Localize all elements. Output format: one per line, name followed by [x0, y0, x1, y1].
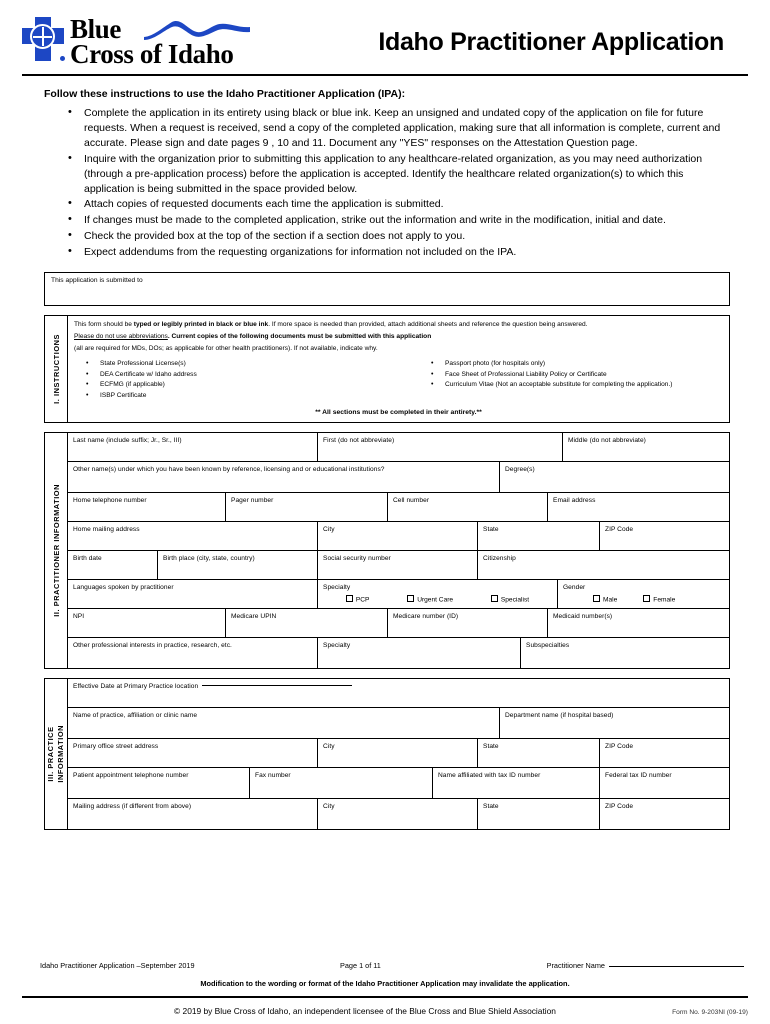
table-row: [68, 739, 729, 768]
section-tab-label: III. PRACTICE INFORMATION: [46, 725, 65, 784]
field-home-state[interactable]: [478, 522, 600, 550]
checkbox-icon[interactable]: [407, 595, 414, 602]
field-birth-date[interactable]: [68, 551, 158, 579]
field-label: City: [323, 526, 335, 534]
list-item: • DEA Certificate w/ Idaho address: [74, 370, 419, 381]
application-submitted-to-field[interactable]: [44, 272, 730, 306]
field-label: NPI: [73, 613, 85, 621]
table-row: [68, 708, 729, 739]
field-label: Patient appointment telephone number: [73, 772, 189, 780]
field-label: Social security number: [323, 555, 391, 563]
field-label: City: [323, 743, 335, 751]
section-practitioner-body: [68, 433, 729, 668]
field-home-mailing-address[interactable]: [68, 522, 318, 550]
checkbox-urgent-care[interactable]: Urgent Care: [407, 595, 453, 604]
table-row: [68, 609, 729, 638]
table-row: [68, 768, 729, 799]
field-office-city[interactable]: [318, 739, 478, 767]
table-row: [68, 433, 729, 462]
list-item: • Inquire with the organization prior to submitting this application to any healthcare-related organization, as you may need authorization (through a pre-application process) before the application is accepted. Identify the healthcare related organization(s) to which this application is being submitted in the space provided below.: [68, 152, 730, 197]
field-office-state[interactable]: [478, 739, 600, 767]
table-row: [68, 551, 729, 580]
field-subspecialties[interactable]: [521, 638, 729, 668]
field-label: Gender: [563, 584, 586, 592]
gender-options: [563, 595, 724, 604]
section-tab-practice: [45, 679, 68, 829]
field-label: Last name (include suffix; Jr., Sr., III): [73, 437, 182, 445]
checkbox-icon[interactable]: [491, 595, 498, 602]
field-label: Name affiliated with tax ID number: [438, 772, 541, 780]
field-patient-appointment-phone[interactable]: [68, 768, 250, 798]
field-languages-spoken[interactable]: [68, 580, 318, 608]
field-home-telephone[interactable]: [68, 493, 226, 521]
instructions-list: [68, 106, 730, 260]
field-label: Medicare UPIN: [231, 613, 277, 621]
section-practice-body: [68, 679, 729, 829]
field-tax-id-name[interactable]: [433, 768, 600, 798]
field-label: Home telephone number: [73, 497, 147, 505]
table-row: [68, 493, 729, 522]
specialty-options: [323, 595, 552, 604]
field-label: Home mailing address: [73, 526, 140, 534]
field-label: First (do not abbreviate): [323, 437, 395, 445]
field-label: Specialty: [323, 642, 351, 650]
field-label: Email address: [553, 497, 596, 505]
footer-form-name: Idaho Practitioner Application –September 2019: [40, 961, 195, 970]
field-birth-place[interactable]: [158, 551, 318, 579]
field-other-professional-interests[interactable]: [68, 638, 318, 668]
page-title: Idaho Practitioner Application: [378, 27, 724, 56]
table-row: [68, 580, 729, 609]
footer-practitioner-name: Practitioner Name: [520, 961, 744, 970]
field-label: City: [323, 803, 335, 811]
section-practitioner-information: [44, 432, 730, 669]
field-medicare-upin[interactable]: [226, 609, 388, 637]
mountain-icon: [142, 19, 252, 41]
checkbox-icon[interactable]: [643, 595, 650, 602]
field-npi[interactable]: [68, 609, 226, 637]
field-mailing-state[interactable]: [478, 799, 600, 829]
field-label: Cell number: [393, 497, 430, 505]
field-label: State: [483, 743, 499, 751]
required-documents: [74, 359, 723, 403]
field-label: Department name (if hospital based): [505, 712, 614, 720]
field-label: Mailing address (if different from above): [73, 803, 192, 811]
table-row: [68, 638, 729, 668]
instructions-paragraph-3: (all are required for MDs, DOs; as applicable for other health practitioners). If not available, indicate why.: [74, 344, 378, 352]
section-tab-instructions: [45, 316, 68, 422]
field-primary-office-address[interactable]: [68, 739, 318, 767]
list-item: • Attach copies of requested documents each time the application is submitted.: [68, 197, 730, 212]
section-tab-label: II. PRACTITIONER INFORMATION: [51, 484, 61, 618]
section-practice-information: [44, 678, 730, 830]
footer-page-number: Page 1 of 11: [340, 961, 381, 970]
field-label: Languages spoken by practitioner: [73, 584, 174, 592]
list-item: • ISBP Certificate: [74, 391, 419, 402]
field-specialty[interactable]: [318, 638, 521, 668]
footer-divider: [22, 996, 748, 998]
field-label: Citizenship: [483, 555, 516, 563]
field-mailing-zip[interactable]: [600, 799, 729, 829]
field-label: Birth place (city, state, country): [163, 555, 255, 563]
field-label: Birth date: [73, 555, 102, 563]
field-label: ZIP Code: [605, 743, 634, 751]
brand-logo: [22, 14, 234, 69]
instructions-paragraph-1: This form should be typed or legibly printed in black or blue ink. If more space is needed than provided, attach additional sheets and reference the question being answered.: [74, 321, 588, 329]
field-label: Effective Date at Primary Practice location: [73, 683, 724, 691]
section-instructions: [44, 315, 730, 423]
field-label: Name of practice, affiliation or clinic name: [73, 712, 198, 720]
field-middle-name[interactable]: [563, 433, 729, 461]
field-label: State: [483, 803, 499, 811]
footer-top-row: [22, 961, 748, 970]
list-item: • Expect addendums from the requesting organizations for information not included on the IPA.: [68, 245, 730, 260]
field-medicaid-number[interactable]: [548, 609, 729, 637]
field-citizenship[interactable]: [478, 551, 729, 579]
field-label: ZIP Code: [605, 803, 634, 811]
checkbox-icon[interactable]: [593, 595, 600, 602]
checkbox-icon[interactable]: [346, 595, 353, 602]
required-documents-left: [74, 359, 419, 403]
field-label: Federal tax ID number: [605, 772, 672, 780]
field-label: State: [483, 526, 499, 534]
field-specialty-type[interactable]: [318, 580, 558, 608]
footer-modification-note: Modification to the wording or format of the Idaho Practitioner Application may invalidate the application.: [200, 979, 570, 988]
field-label: Medicare number (ID): [393, 613, 459, 621]
table-row: [68, 522, 729, 551]
field-last-name[interactable]: [68, 433, 318, 461]
field-department-name[interactable]: [500, 708, 729, 738]
required-documents-right: [419, 359, 723, 403]
section-instructions-body: [68, 316, 729, 422]
checkbox-female[interactable]: Female: [643, 595, 675, 604]
table-row: [68, 799, 729, 829]
field-email[interactable]: [548, 493, 729, 521]
field-label: Other professional interests in practice, research, etc.: [73, 642, 232, 650]
field-label: Primary office street address: [73, 743, 159, 751]
table-row: [68, 462, 729, 493]
submitted-to-label: This application is submitted to: [51, 277, 143, 285]
field-fax-number[interactable]: [250, 768, 433, 798]
field-home-city[interactable]: [318, 522, 478, 550]
list-item: • Check the provided box at the top of the section if a section does not apply to you.: [68, 229, 730, 244]
field-mailing-address[interactable]: [68, 799, 318, 829]
field-other-names[interactable]: [68, 462, 500, 492]
field-degrees[interactable]: [500, 462, 729, 492]
field-home-zip[interactable]: [600, 522, 729, 550]
list-item: • Face Sheet of Professional Liability Policy or Certificate: [419, 370, 723, 381]
field-mailing-city[interactable]: [318, 799, 478, 829]
section-tab-label: I. INSTRUCTIONS: [51, 334, 61, 405]
write-in-line[interactable]: [609, 966, 744, 967]
all-sections-note: ** All sections must be completed in their antirety.**: [315, 409, 482, 417]
footer-copyright: © 2019 by Blue Cross of Idaho, an independent licensee of the Blue Cross and Blue Shield Association: [174, 1006, 556, 1016]
checkbox-pcp[interactable]: PCP: [346, 595, 370, 604]
field-federal-tax-id[interactable]: [600, 768, 729, 798]
field-pager[interactable]: [226, 493, 388, 521]
brand-line-1: Blue: [70, 14, 121, 45]
instructions-paragraph-2: Please do not use abbreviations. Current copies of the following documents must be submitted with this application: [74, 332, 432, 340]
field-label: Subspecialties: [526, 642, 570, 650]
footer-bottom-row: [22, 1006, 748, 1016]
field-label: Medicaid number(s): [553, 613, 613, 621]
table-row: [68, 679, 729, 708]
field-gender[interactable]: [558, 580, 729, 608]
field-first-name[interactable]: [318, 433, 563, 461]
field-practice-name[interactable]: [68, 708, 500, 738]
field-label: Fax number: [255, 772, 291, 780]
footer-form-number: Form No. 9-203NI (09-19): [672, 1009, 748, 1016]
list-item: • Complete the application in its entirety using black or blue ink. Keep an unsigned and undated copy of the application on file for future requests. When a request is received, send a copy of the completed application, making sure that all information is complete, current and accurate. Please sign and date pages 9 , 10 and 11. Document any "YES" responses on the Attestation Question page.: [68, 106, 730, 151]
checkbox-male[interactable]: Male: [593, 595, 617, 604]
write-in-line[interactable]: [202, 685, 352, 686]
field-medicare-number[interactable]: [388, 609, 548, 637]
blue-cross-icon: [22, 17, 64, 61]
field-label: Other name(s) under which you have been known by reference, licensing and or educational institutions?: [73, 466, 385, 474]
field-label: Middle (do not abbreviate): [568, 437, 646, 445]
brand-wordmark: [70, 14, 234, 69]
field-effective-date[interactable]: [68, 679, 729, 707]
header-divider: [22, 74, 748, 76]
field-label: Degree(s): [505, 466, 535, 474]
instructions-heading: Follow these instructions to use the Idaho Practitioner Application (IPA):: [44, 88, 406, 100]
field-label: ZIP Code: [605, 526, 634, 534]
page-footer: [22, 961, 748, 1016]
brand-line-2: Cross of Idaho: [70, 39, 234, 69]
list-item: • State Professional License(s): [74, 359, 419, 370]
list-item: • Curriculum Vitae (Not an acceptable substitute for completing the application.): [419, 380, 723, 391]
list-item: • If changes must be made to the completed application, strike out the information and write in the modification, initial and date.: [68, 213, 730, 228]
field-social-security-number[interactable]: [318, 551, 478, 579]
section-tab-practitioner: [45, 433, 68, 668]
field-office-zip[interactable]: [600, 739, 729, 767]
field-label: Specialty: [323, 584, 351, 592]
list-item: • ECFMG (if applicable): [74, 380, 419, 391]
list-item: • Passport photo (for hospitals only): [419, 359, 723, 370]
field-label: Pager number: [231, 497, 274, 505]
page-header: [22, 0, 748, 70]
checkbox-specialist[interactable]: Specialist: [491, 595, 529, 604]
field-cell-number[interactable]: [388, 493, 548, 521]
